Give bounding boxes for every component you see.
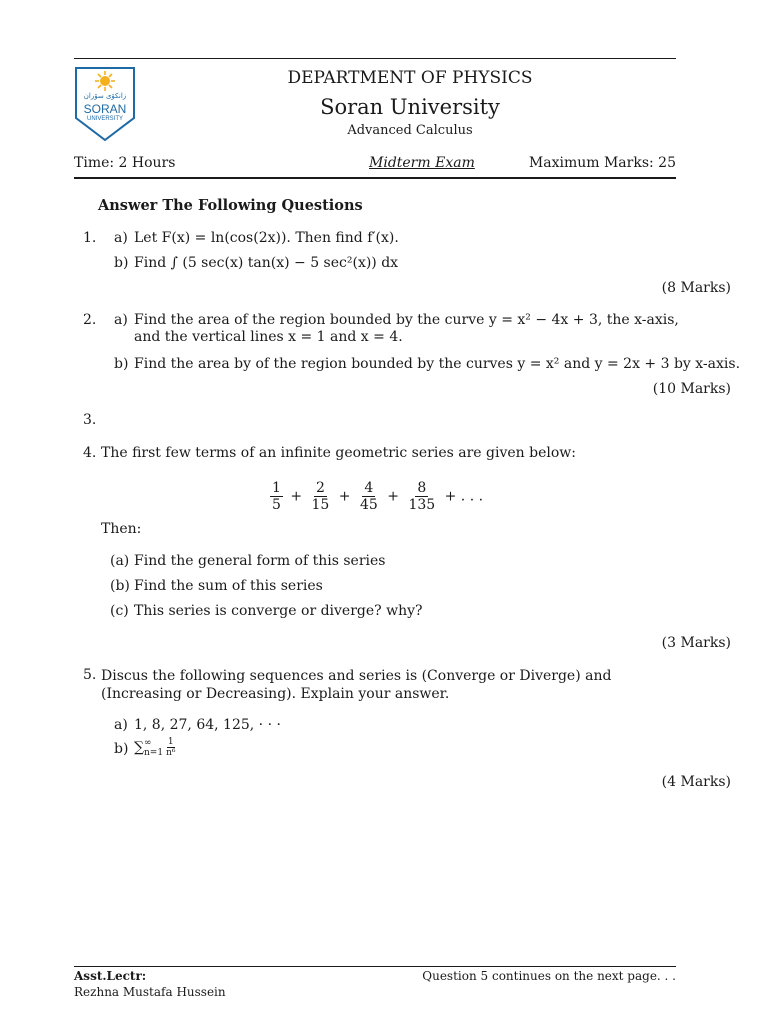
header-bottom-rule (74, 177, 676, 179)
question-1b-label: b) (114, 255, 129, 271)
question-2-number: 2. (83, 312, 97, 328)
question-1a-text: Let F(x) = ln(cos(2x)). Then find f′(x). (134, 230, 399, 246)
question-4b-label: (b) (110, 578, 130, 594)
course-title: Advanced Calculus (347, 123, 473, 138)
question-5a-label: a) (114, 717, 128, 733)
continues-note: Question 5 continues on the next page. . . (422, 969, 676, 983)
instructions-heading: Answer The Following Questions (98, 197, 363, 214)
question-4-number: 4. (83, 445, 97, 461)
logo-sub-text: UNIVERSITY (86, 116, 123, 122)
university-title: Soran University (320, 95, 500, 119)
question-4b-text: Find the sum of this series (134, 578, 323, 594)
exam-time: Time: 2 Hours (74, 155, 176, 171)
question-5a-text: 1, 8, 27, 64, 125, · · · (134, 717, 281, 733)
university-logo (74, 66, 136, 142)
question-1b-text: Find ∫ (5 sec(x) tan(x) − 5 sec²(x)) dx (134, 255, 399, 271)
question-2b-text: Find the area by of the region bounded by the curves y = x² and y = 2x + 3 by x-axis. (134, 356, 741, 372)
question-5b-label: b) (114, 741, 129, 757)
plus-sign: + (387, 488, 399, 505)
summation-upper: ∞ (144, 737, 152, 748)
plus-sign: + (290, 488, 303, 505)
question-4a-label: (a) (110, 553, 130, 569)
question-1-number: 1. (83, 230, 97, 246)
question-4-marks: (3 Marks) (661, 635, 731, 651)
question-2b-label: b) (114, 356, 129, 372)
question-5-marks: (4 Marks) (661, 774, 731, 790)
question-2a-text: Find the area of the region bounded by the curve y = x² − 4x + 3, the x-axis, and the vertical lines x = 1 and x = 4. (134, 312, 679, 345)
question-5-intro: Discus the following sequences and series is (Converge or Diverge) and (Increasing or Decreasing). Explain your answer. (101, 668, 612, 702)
question-5b-series (134, 737, 175, 758)
max-marks: Maximum Marks: 25 (528, 155, 676, 171)
question-4-intro: The first few terms of an infinite geometric series are given below: (101, 445, 576, 461)
geometric-series (200, 480, 550, 513)
plus-sign: + (338, 488, 351, 505)
question-4-then: Then: (101, 521, 142, 537)
series-term-3: $\frac{4}{45}$ (359, 480, 378, 513)
top-rule (74, 58, 676, 59)
question-4c-label: (c) (110, 603, 129, 619)
question-2a-label: a) (114, 312, 128, 328)
question-2-marks: (10 Marks) (652, 381, 731, 397)
logo-main-text: SORAN (83, 102, 127, 116)
logo-arabic-text: زانكۆى سۆران (83, 92, 127, 100)
department-title: DEPARTMENT OF PHYSICS (287, 68, 533, 88)
question-1a-label: a) (114, 230, 128, 246)
lecturer-name: Rezhna Mustafa Hussein (74, 985, 226, 999)
question-4c-text: This series is converge or diverge? why? (134, 603, 423, 619)
question-5-number: 5. (83, 667, 97, 683)
footer-rule (74, 966, 676, 967)
question-4a-text: Find the general form of this series (134, 553, 386, 569)
series-term-4: $\frac{8}{135}$ (408, 480, 436, 513)
series-term-2: $\frac{2}{15}$ (311, 480, 330, 513)
series-fraction: $\frac{1}{\text{n⁶}}$ (166, 737, 176, 758)
summation-lower: n=1 (144, 747, 164, 758)
question-1-marks: (8 Marks) (661, 280, 731, 296)
question-3-number: 3. (83, 412, 97, 428)
lecturer-label: Asst.Lectr: (74, 969, 147, 983)
summation-symbol: ∑ (134, 739, 144, 756)
exam-type: Midterm Exam (369, 155, 475, 171)
series-term-1: $\frac{1}{5}$ (271, 480, 281, 513)
series-tail: + . . . (444, 488, 484, 505)
